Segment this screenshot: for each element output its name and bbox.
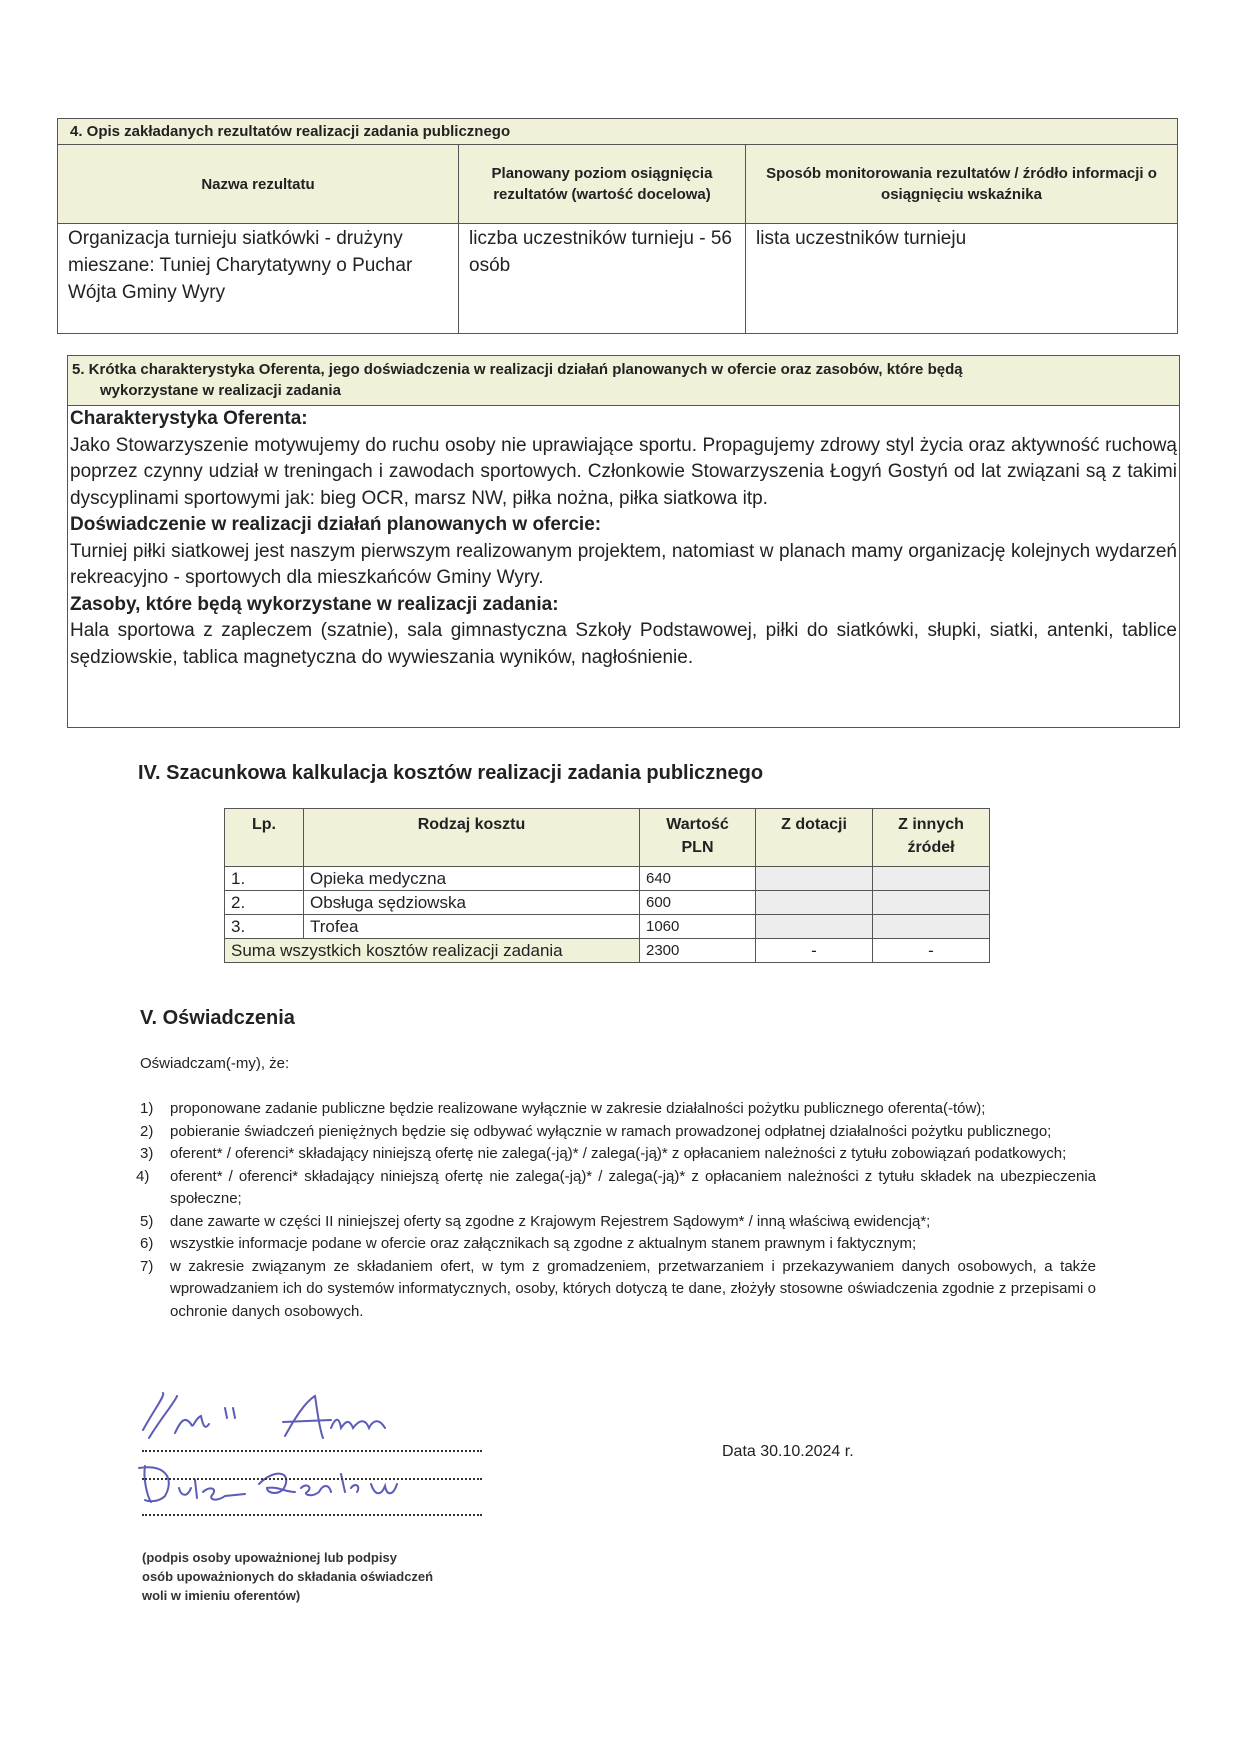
signature-line-2	[142, 1478, 482, 1480]
section-5-title-line2: wykorzystane w realizacji zadania	[100, 382, 341, 399]
characteristics-heading: Charakterystyka Oferenta:	[70, 408, 308, 429]
header-lp: Lp.	[225, 809, 304, 867]
resources-heading: Zasoby, które będą wykorzystane w realizacji zadania:	[70, 593, 559, 615]
list-item: 7) w zakresie związanym ze składaniem ofert, w tym z gromadzeniem, przetwarzaniem i przekazywaniem danych osobowych, a także wprowadzaniem ich do systemów informatycznych, osoby, których dotyczą te dane, złożyły stosowne oświadczenia zgodnie z przepisami o ochronie danych osobowych.	[140, 1257, 1096, 1320]
cell-value: 600	[640, 891, 756, 915]
signature-caption: (podpis osoby upoważnionej lub podpisy osób upoważnionych do składania oświadczeń woli w imieniu oferentów)	[142, 1550, 434, 1603]
cell-lp: 2.	[225, 891, 304, 915]
date-field: Data 30.10.2024 r.	[722, 1443, 854, 1460]
experience-heading: Doświadczenie w realizacji działań planowanych w ofercie:	[70, 514, 602, 535]
cell-result-name: Organizacja turnieju siatkówki - drużyny mieszane: Tuniej Charytatywny o Puchar Wójta Gminy Wyry	[58, 223, 459, 333]
cell-cost-type: Trofea	[304, 915, 640, 939]
table-row	[225, 891, 990, 915]
cell-other	[873, 867, 990, 891]
experience-text: Turniej piłki siatkowej jest naszym pierwszym realizowanym projektem, natomiast w planach mamy organizację kolejnych wydarzeń rekreacyjno - sportowych dla mieszkańców Gminy Wyry.	[70, 540, 1177, 588]
header-cost-type: Rodzaj kosztu	[304, 809, 640, 867]
resources-text: Hala sportowa z zapleczem (szatnie), sala gimnastyczna Szkoły Podstawowej, piłki do siatkówki, słupki, siatki, antenki, tablice sędziowskie, tablica magnetyczna do wywieszania wyników, nagłośnienie.	[70, 620, 1177, 668]
declarations-heading: V. Oświadczenia	[140, 1007, 295, 1029]
table-row	[225, 867, 990, 891]
sum-other: -	[873, 939, 990, 963]
cost-table-header	[225, 809, 990, 867]
results-table-header	[58, 145, 1177, 224]
header-monitoring: Sposób monitorowania rezultatów / źródło informacji o osiągnięciu wskaźnika	[766, 165, 1157, 203]
header-result-name: Nazwa rezultatu	[58, 145, 459, 223]
list-item: 3) oferent* / oferenci* składający niniejszą ofertę nie zalega(-ją)* / zalega(-ją)* z opłacaniem należności z tytułu zobowiązań podatkowych;	[140, 1145, 1067, 1162]
cell-grant	[756, 891, 873, 915]
signature-line-3	[142, 1514, 482, 1516]
header-value: Wartość PLN	[640, 809, 756, 867]
section-5-title-line1: 5. Krótka charakterystyka Oferenta, jego doświadczenia w realizacji działań planowanych w ofercie oraz zasobów, które będą	[72, 361, 963, 378]
list-item: 1) proponowane zadanie publiczne będzie realizowane wyłącznie w zakresie działalności pożytku publicznego oferenta(-tów);	[140, 1100, 986, 1117]
section-5-content	[68, 406, 1179, 671]
cell-monitoring: lista uczestników turnieju	[756, 228, 967, 249]
table-row	[225, 915, 990, 939]
cell-value: 640	[640, 867, 756, 891]
costs-heading: IV. Szacunkowa kalkulacja kosztów realizacji zadania publicznego	[138, 762, 764, 784]
list-item: 6) wszystkie informacje podane w ofercie oraz załącznikach są zgodne z aktualnym stanem prawnym i faktycznym;	[140, 1235, 917, 1252]
cell-target-level: liczba uczestników turnieju - 56 osób	[459, 223, 746, 333]
handwritten-signatures	[135, 1388, 455, 1508]
list-item: 2) pobieranie świadczeń pieniężnych będzie się odbywać wyłącznie w ramach prowadzonej odpłatnej działalności pożytku publicznego;	[140, 1122, 1052, 1140]
sum-value: 2300	[640, 939, 756, 963]
header-other-sources: Z innych źródeł	[873, 809, 990, 867]
declarations-list	[136, 1098, 1096, 1323]
sum-label: Suma wszystkich kosztów realizacji zadania	[225, 939, 640, 963]
cost-table	[224, 808, 990, 963]
cell-other	[873, 891, 990, 915]
characteristics-text: Jako Stowarzyszenie motywujemy do ruchu osoby nie uprawiające sportu. Propagujemy zdrowy styl życia oraz aktywność ruchową poprzez czynny udział w treningach i zawodach sportowych. Członkowie Stowarzyszenia Łogyń Gostyń od lat związani są z takimi dyscyplinami sportowymi jak: bieg OCR, marsz NW, piłka nożna, piłka siatkowa itp.	[70, 434, 1177, 509]
list-item: 4) oferent* / oferenci* składający niniejszą ofertę nie zalega(-ją)* / zalega(-ją)* z opłacaniem należności z tytułu składek na ubezpieczenia społeczne;	[136, 1167, 1096, 1207]
cell-lp: 3.	[225, 915, 304, 939]
cell-cost-type: Opieka medyczna	[304, 867, 640, 891]
declarations-intro: Oświadczam(-my), że:	[140, 1055, 290, 1072]
cell-cost-type: Obsługa sędziowska	[304, 891, 640, 915]
signature-line-1	[142, 1450, 482, 1452]
header-grant: Z dotacji	[756, 809, 873, 867]
results-table	[57, 118, 1178, 334]
cell-grant	[756, 867, 873, 891]
cell-lp: 1.	[225, 867, 304, 891]
header-target-level: Planowany poziom osiągnięcia rezultatów (wartość docelowa)	[459, 145, 746, 223]
list-item: 5) dane zawarte w części II niniejszej oferty są zgodne z Krajowym Rejestrem Sądowym* / inną właściwą ewidencją*;	[140, 1212, 931, 1230]
sum-row	[225, 939, 990, 963]
section-5-title	[68, 356, 1179, 406]
table-row	[58, 223, 1177, 333]
cell-grant	[756, 915, 873, 939]
cell-value: 1060	[640, 915, 756, 939]
offeror-characteristics-box	[67, 355, 1180, 728]
sum-grant: -	[756, 939, 873, 963]
cell-other	[873, 915, 990, 939]
section-4-title: 4. Opis zakładanych rezultatów realizacji zadania publicznego	[58, 119, 1177, 145]
